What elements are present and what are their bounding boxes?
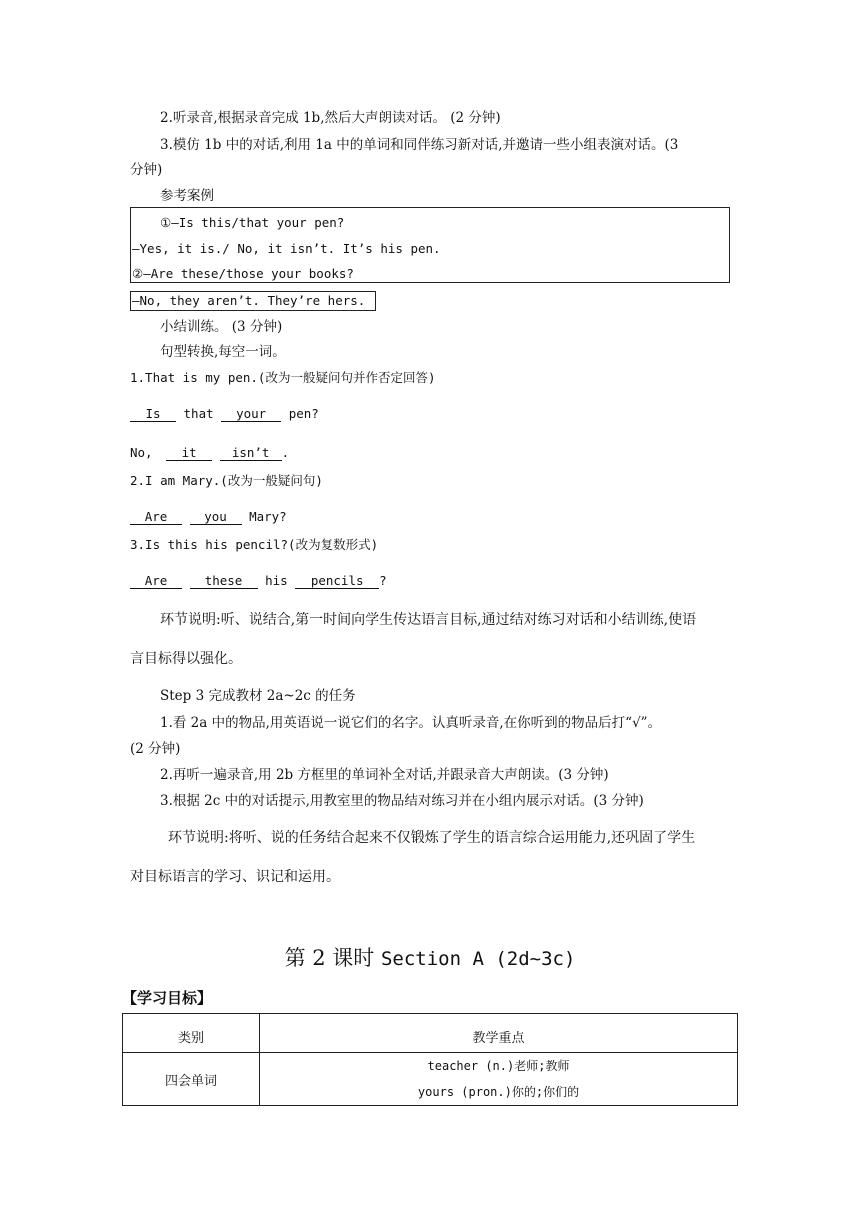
step3-item3: 3.根据 2c 中的对话提示,用教室里的物品结对练习并在小组内展示对话。(3 分钟)	[160, 793, 644, 809]
table-row	[123, 1053, 738, 1106]
table-header-focus: 教学重点	[260, 1014, 738, 1053]
question-3: 3.Is this his pencil?(改为复数形式)	[130, 537, 379, 552]
answer-text: ?	[379, 573, 387, 588]
word-teacher: teacher (n.)老师;教师	[427, 1059, 570, 1073]
question-1: 1.That is my pen.(改为一般疑问句并作否定回答)	[130, 370, 436, 385]
lesson-title-en: Section A (2d~3c)	[380, 948, 576, 970]
answer-text: .	[281, 445, 290, 460]
answer-1-line-1	[130, 405, 319, 423]
step2-note-line1: 环节说明:听、说结合,第一时间向学生传达语言目标,通过结对练习对话和小结训练,使语	[160, 612, 697, 628]
answer-blank: you	[190, 509, 242, 525]
learning-goals-label: 【学习目标】	[122, 989, 213, 1007]
answer-blank: these	[190, 573, 258, 589]
answer-blank: Are	[130, 509, 182, 525]
answer-text: his	[265, 573, 288, 588]
step3-item1-line2: (2 分钟)	[130, 741, 181, 757]
answer-blank: isn’t	[220, 445, 282, 461]
table-header-category: 类别	[123, 1014, 260, 1053]
lesson-title-cn: 第 2 课时	[284, 946, 375, 970]
step3-title: Step 3 完成教材 2a~2c 的任务	[160, 688, 356, 704]
step2-item3-line1: 3.模仿 1b 中的对话,利用 1a 中的单词和同伴练习新对话,并邀请一些小组表演对话。(3	[160, 137, 679, 153]
reference-line-2: —Yes, it is./ No, it isn’t. It’s his pen.	[132, 241, 441, 256]
lesson-title	[0, 944, 860, 973]
step3-item2: 2.再听一遍录音,用 2b 方框里的单词补全对话,并跟录音大声朗读。(3 分钟)	[160, 767, 609, 783]
step2-note-line2: 言目标得以强化。	[130, 651, 242, 667]
answer-text: that	[183, 406, 214, 421]
step3-note-line1: 环节说明:将听、说的任务结合起来不仅锻炼了学生的语言综合运用能力,还巩固了学生	[168, 830, 696, 846]
step3-note-line2: 对目标语言的学习、识记和运用。	[130, 869, 340, 885]
summary-instruction: 句型转换,每空一词。	[160, 344, 286, 360]
answer-blank: your	[221, 406, 281, 422]
word-yours: yours (pron.)你的;你们的	[417, 1085, 580, 1099]
answer-blank: Are	[130, 573, 182, 589]
table-row-words	[260, 1053, 738, 1106]
reference-line-3: ②—Are these/those your books?	[132, 266, 354, 281]
answer-3	[130, 572, 387, 590]
reference-title: 参考案例	[160, 188, 214, 204]
answer-blank: it	[166, 445, 212, 461]
question-2: 2.I am Mary.(改为一般疑问句)	[130, 473, 323, 488]
step2-item2: 2.听录音,根据录音完成 1b,然后大声朗读对话。 (2 分钟)	[160, 110, 501, 126]
step3-item1-line1: 1.看 2a 中的物品,用英语说一说它们的名字。认真听录音,在你听到的物品后打“√”。	[160, 715, 662, 731]
answer-blank: Is	[130, 406, 176, 422]
answer-1-line-2	[130, 444, 289, 462]
table-header-row	[123, 1014, 738, 1053]
answer-text: No,	[130, 445, 153, 460]
table-row-label: 四会单词	[123, 1053, 260, 1106]
learning-goals-table	[122, 1013, 738, 1106]
step2-item3-line2: 分钟)	[130, 162, 163, 178]
summary-title: 小结训练。 (3 分钟)	[160, 319, 283, 335]
answer-text: pen?	[288, 406, 319, 421]
reference-line-1: ①—Is this/that your pen?	[160, 215, 345, 230]
answer-text: Mary?	[249, 509, 287, 524]
answer-2	[130, 508, 287, 526]
answer-blank: pencils	[295, 573, 379, 589]
reference-line-4: —No, they aren’t. They’re hers.	[132, 293, 366, 308]
